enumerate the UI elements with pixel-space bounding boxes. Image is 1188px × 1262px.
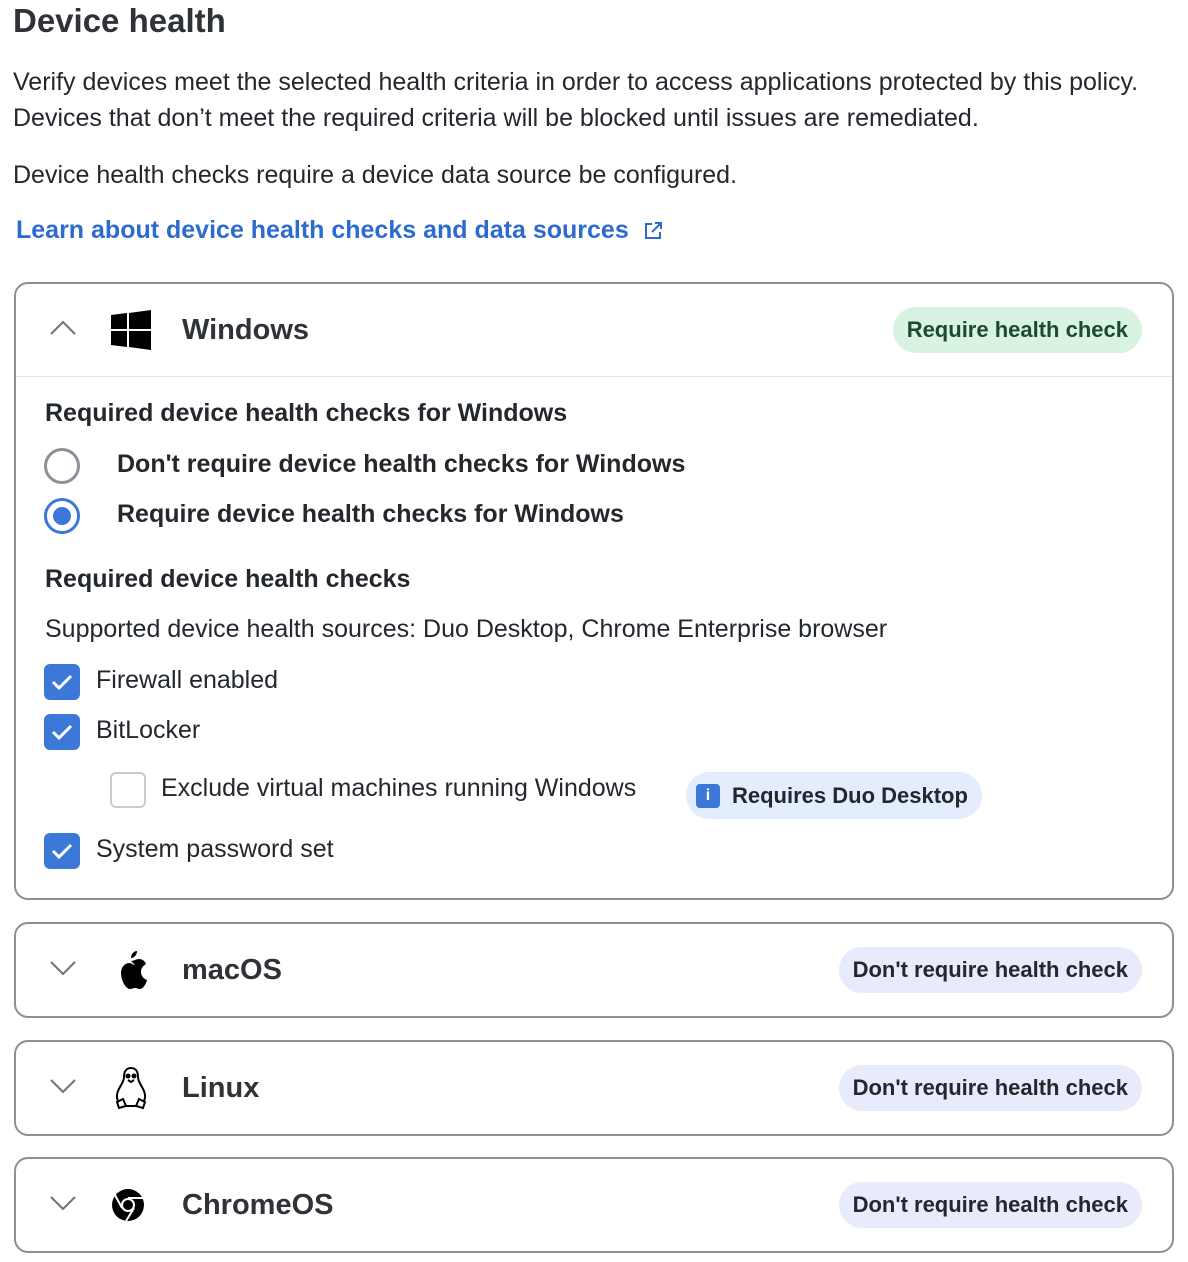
- supported-sources: Supported device health sources: Duo Desktop, Chrome Enterprise browser: [45, 615, 888, 643]
- checkbox-firewall-label[interactable]: Firewall enabled: [96, 666, 279, 694]
- radio-require-label[interactable]: Require device health checks for Windows: [117, 500, 624, 528]
- macos-panel[interactable]: [14, 922, 1174, 1018]
- checkbox-firewall[interactable]: [44, 664, 80, 700]
- checkbox-exclude-vms[interactable]: [110, 772, 146, 808]
- page-title: Device health: [13, 2, 226, 39]
- checks-title: Required device health checks: [45, 565, 411, 593]
- check-icon: [51, 673, 73, 691]
- checkbox-exclude-vms-label[interactable]: Exclude virtual machines running Windows: [161, 774, 637, 802]
- section-title: Required device health checks for Windows: [45, 399, 568, 427]
- checkbox-system-password[interactable]: [44, 833, 80, 869]
- status-badge: Require health check: [893, 307, 1142, 353]
- check-icon: [51, 723, 73, 741]
- status-badge: Don't require health check: [839, 947, 1142, 993]
- chevron-down-icon[interactable]: [50, 1076, 76, 1096]
- external-link-icon: [643, 221, 663, 241]
- description: Verify devices meet the selected health criteria in order to access applications protected by this policy. Devices that don’t meet the required criteria will be blocked until issues are remediated.: [13, 68, 1139, 132]
- chromeos-panel[interactable]: [14, 1157, 1174, 1253]
- checkbox-bitlocker[interactable]: [44, 714, 80, 750]
- learn-more-link[interactable]: [16, 216, 663, 245]
- platform-name: ChromeOS: [182, 1188, 334, 1221]
- info-icon: i: [696, 784, 720, 808]
- chevron-down-icon[interactable]: [50, 1193, 76, 1213]
- checkbox-system-password-label[interactable]: System password set: [96, 835, 334, 863]
- windows-icon: [111, 310, 151, 350]
- learn-more-link-label: Learn about device health checks and data sources: [16, 216, 629, 244]
- radio-dont-require[interactable]: [44, 448, 80, 484]
- radio-dont-require-label[interactable]: Don't require device health checks for Windows: [117, 450, 686, 478]
- chevron-down-icon[interactable]: [50, 958, 76, 978]
- windows-panel-header[interactable]: [16, 284, 1172, 376]
- check-icon: [51, 842, 73, 860]
- requires-duo-desktop-tag: [686, 772, 982, 819]
- platform-name: Windows: [182, 313, 310, 346]
- status-badge: Don't require health check: [839, 1182, 1142, 1228]
- windows-panel: [14, 282, 1174, 900]
- checkbox-bitlocker-label[interactable]: BitLocker: [96, 716, 201, 744]
- data-source-note: Device health checks require a device data source be configured.: [13, 161, 738, 189]
- chrome-icon: [108, 1185, 148, 1225]
- linux-panel[interactable]: [14, 1040, 1174, 1136]
- tag-label: Requires Duo Desktop: [732, 782, 968, 808]
- status-badge: Don't require health check: [839, 1065, 1142, 1111]
- platform-name: Linux: [182, 1071, 260, 1104]
- chevron-up-icon[interactable]: [50, 318, 76, 338]
- apple-icon: [111, 950, 151, 990]
- platform-name: macOS: [182, 953, 282, 986]
- radio-require[interactable]: [44, 498, 80, 534]
- linux-tux-icon: [111, 1068, 151, 1108]
